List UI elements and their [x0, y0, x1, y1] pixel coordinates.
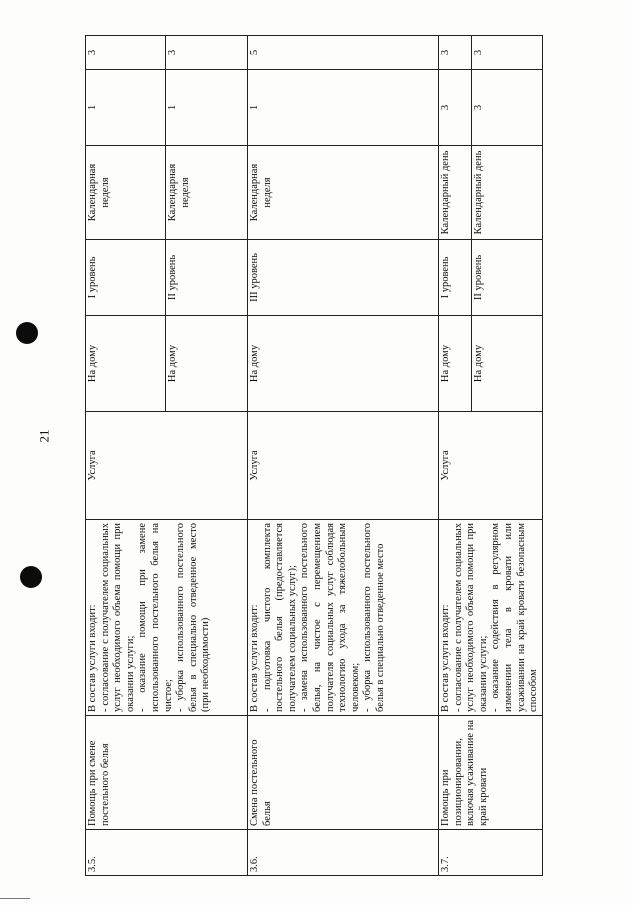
- table-row: [439, 36, 472, 876]
- composition-line: - замена использованного постельного белья, на чистое с перемещением получателя социальных услуг соблюдая технологию ухода за тяжелобольным человеком;: [299, 523, 361, 712]
- service-type: Услуга: [439, 412, 543, 520]
- composition-line: - подготовка чистого комплекта постельного белья (предоставляется получателем социальных услуг);: [261, 523, 298, 712]
- service-period: Календарный день: [471, 146, 542, 240]
- service-level: III уровень: [248, 240, 439, 316]
- composition-line: - уборка использованного постельного белья в специально отведенное место (при необходимости): [175, 523, 212, 712]
- page-number: 21: [36, 429, 52, 443]
- service-period: Календарная неделя: [166, 146, 248, 240]
- service-composition: [439, 520, 543, 716]
- service-max: 5: [248, 36, 439, 70]
- row-number: 3.7.: [439, 830, 543, 876]
- service-composition: [86, 520, 248, 716]
- row-number: 3.5.: [86, 830, 248, 876]
- service-name: Смена постельного белья: [248, 716, 439, 830]
- services-table-rotated: [85, 36, 540, 876]
- punch-hole: [20, 566, 42, 588]
- service-period: Календарная неделя: [86, 146, 166, 240]
- service-count: 1: [86, 70, 166, 146]
- service-count: 1: [166, 70, 248, 146]
- composition-line: В состав услуги входит:: [87, 604, 98, 712]
- service-level: II уровень: [166, 240, 248, 316]
- service-period: Календарная неделя: [248, 146, 439, 240]
- service-form: На дому: [439, 316, 472, 412]
- scan-edge-mark: [0, 898, 30, 899]
- service-count: 3: [439, 70, 472, 146]
- service-max: 3: [86, 36, 166, 70]
- composition-line: - согласование с получателем социальных услуг необходимого объема помощи при оказании услуги;: [99, 523, 136, 712]
- composition-line: В состав услуги входит:: [440, 604, 451, 712]
- service-max: 3: [439, 36, 472, 70]
- composition-line: - оказание содействия в регулярном изменении тела в кровати или усаживании на край кровати безопасным способом: [490, 523, 540, 712]
- service-name: Помощь при смене постельного белья: [86, 716, 248, 830]
- service-count: 1: [248, 70, 439, 146]
- punch-hole: [16, 322, 38, 344]
- row-number: 3.6.: [248, 830, 439, 876]
- service-level: I уровень: [86, 240, 166, 316]
- service-level: I уровень: [439, 240, 472, 316]
- service-level: II уровень: [471, 240, 542, 316]
- service-period: Календарный день: [439, 146, 472, 240]
- composition-line: - уборка использованного постельного белья в специально отведенное место: [362, 523, 386, 712]
- composition-line: - оказание помощи при замене использованного постельного белья на чистое;: [137, 523, 174, 712]
- composition-line: В состав услуги входит:: [249, 604, 260, 712]
- service-name: Помощь при позиционировании, включая усаживание на край кровати: [439, 716, 543, 830]
- service-form: На дому: [86, 316, 166, 412]
- service-form: На дому: [166, 316, 248, 412]
- table-row: [248, 36, 439, 876]
- service-type: Услуга: [86, 412, 248, 520]
- composition-line: - согласование с получателем социальных услуг необходимого объема помощи при оказании услуги;: [452, 523, 489, 712]
- service-count: 3: [471, 70, 542, 146]
- table-row: [86, 36, 166, 876]
- service-form: На дому: [471, 316, 542, 412]
- service-form: На дому: [248, 316, 439, 412]
- service-max: 3: [471, 36, 542, 70]
- services-table: [85, 35, 543, 876]
- service-composition: [248, 520, 439, 716]
- service-type: Услуга: [248, 412, 439, 520]
- service-max: 3: [166, 36, 248, 70]
